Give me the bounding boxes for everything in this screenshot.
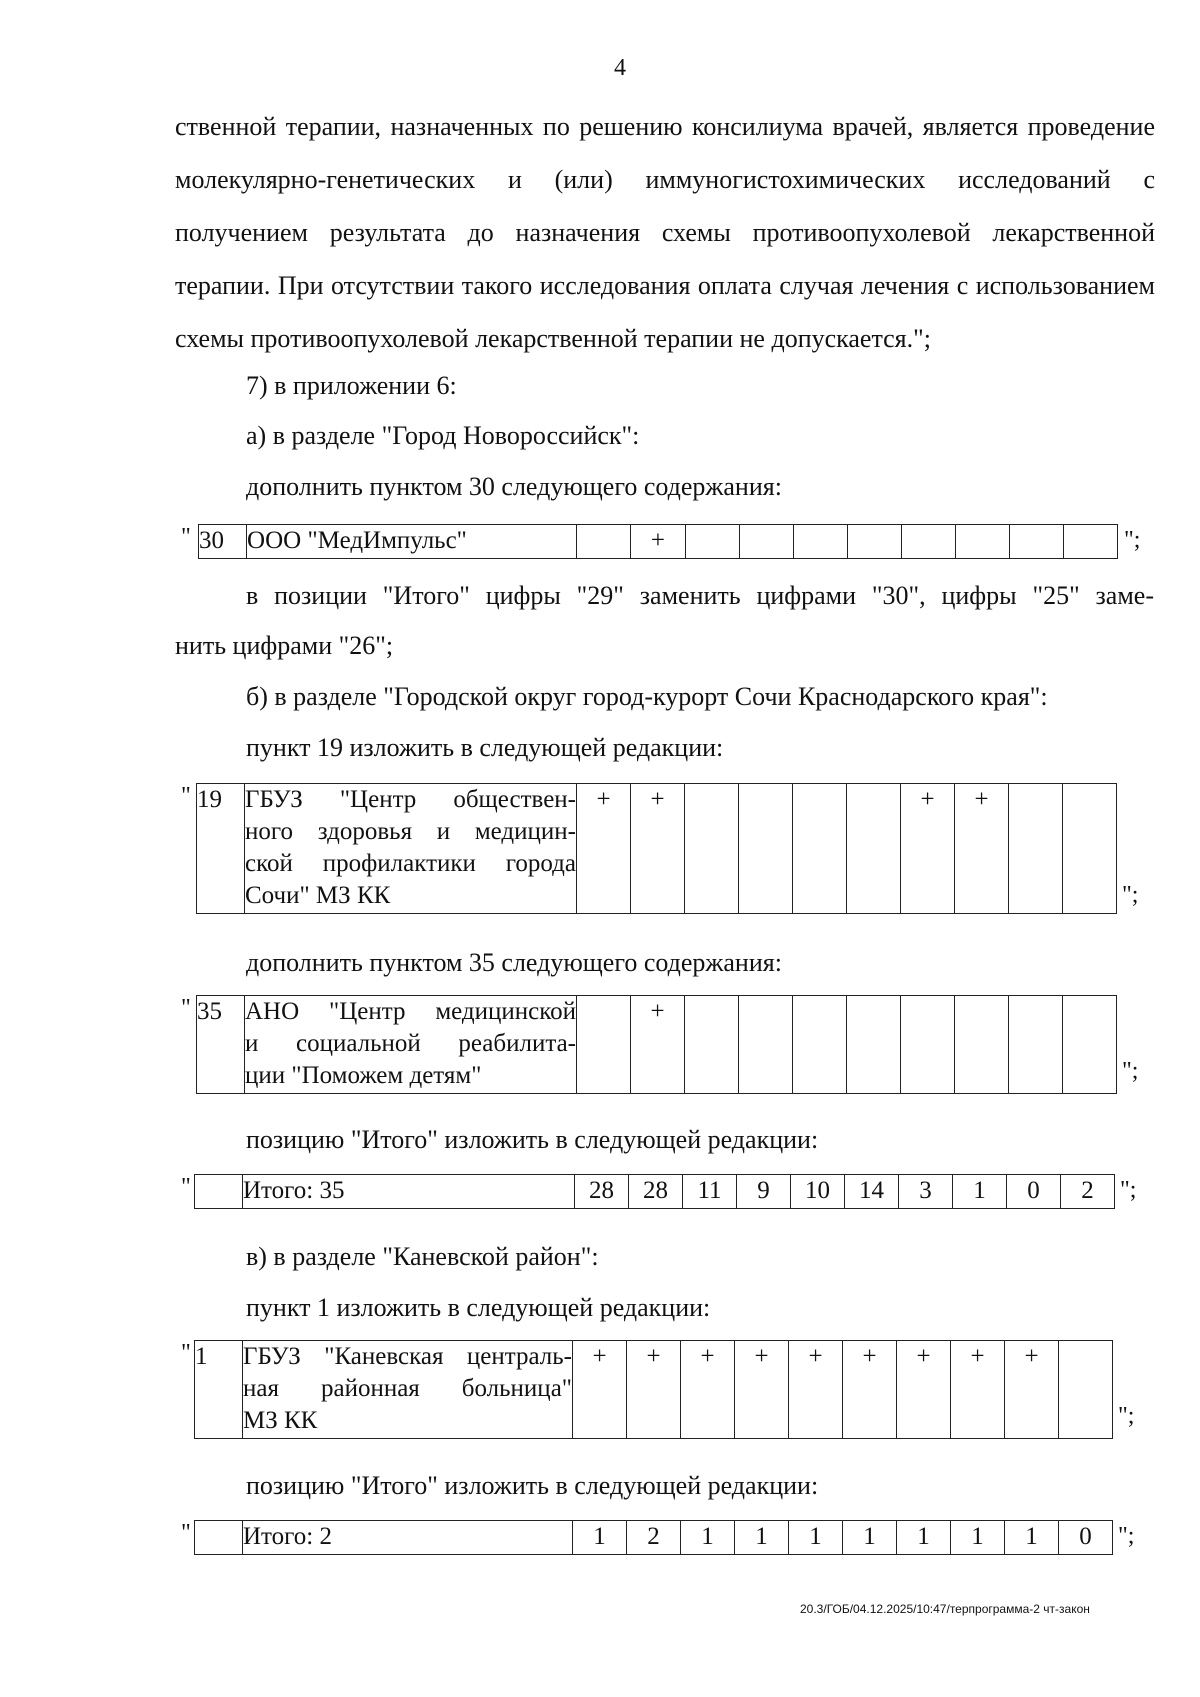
quote-close: "; xyxy=(1122,1058,1139,1084)
table-cell xyxy=(793,996,847,1094)
name-line: и социальной реабилита- xyxy=(245,1030,576,1057)
table-cell xyxy=(685,525,739,559)
table-cell: + xyxy=(1005,1341,1059,1439)
quote-open: " xyxy=(181,1520,191,1546)
organization-name xyxy=(243,1341,573,1439)
table-cell xyxy=(955,525,1009,559)
table-cell xyxy=(847,784,901,914)
table-cell xyxy=(1063,996,1117,1094)
table-cell xyxy=(739,784,793,914)
table-cell: + xyxy=(631,784,685,914)
table-cell: + xyxy=(631,996,685,1094)
intro-paragraph: ственной терапии, назначенных по решению консилиума врачей, является проведение молекулярно-генетических и (или) иммуногистохимических исследований с получением результата до назначения схемы противоопухолевой лекарственной терапии. При отсутствии такого исследования оплата случая лечения с использованием схемы противоопухолевой лекарственной терапии не допускается."; xyxy=(175,112,1155,353)
total-value: 10 xyxy=(791,1175,845,1209)
total-value: 1 xyxy=(681,1521,735,1555)
row-number xyxy=(195,1521,243,1555)
organization-name: ООО "МедИмпульс" xyxy=(247,525,577,559)
itogo-position-text: позицию "Итого" изложить в следующей редакции: xyxy=(246,1125,819,1154)
table-itogo-35 xyxy=(194,1174,1115,1209)
table-cell xyxy=(847,996,901,1094)
table-cell xyxy=(901,525,955,559)
row-number: 30 xyxy=(199,525,247,559)
row-number: 1 xyxy=(195,1341,243,1439)
name-line: ции "Поможем детям" xyxy=(245,1062,482,1089)
table-cell xyxy=(793,525,847,559)
itogo-position-text: позицию "Итого" изложить в следующей редакции: xyxy=(246,1471,819,1500)
table-row-19 xyxy=(196,783,1117,914)
table-cell: + xyxy=(735,1341,789,1439)
name-line: ГБУЗ "Каневская централь- xyxy=(243,1343,572,1370)
name-line: ской профилактики города xyxy=(245,850,576,877)
point-1-text: пункт 1 изложить в следующей редакции: xyxy=(246,1293,711,1322)
total-value: 9 xyxy=(737,1175,791,1209)
document-footer: 20.3/ГОБ/04.12.2025/10:47/терпрограмма-2 чт-закон xyxy=(800,1602,1090,1616)
organization-name xyxy=(245,996,577,1094)
name-line: ного здоровья и медицин- xyxy=(245,818,576,845)
total-value: 1 xyxy=(1005,1521,1059,1555)
table-cell xyxy=(1063,784,1117,914)
total-value: 1 xyxy=(951,1521,1005,1555)
section-v-heading: в) в разделе "Каневской район": xyxy=(246,1242,599,1271)
quote-open: " xyxy=(181,783,191,809)
table-cell xyxy=(739,525,793,559)
quote-close: "; xyxy=(1118,1403,1135,1429)
section-a-heading: а) в разделе "Город Новороссийск": xyxy=(246,421,640,450)
table-cell: + xyxy=(789,1341,843,1439)
total-value: 3 xyxy=(899,1175,953,1209)
total-value: 11 xyxy=(683,1175,737,1209)
quote-close: "; xyxy=(1124,527,1141,553)
organization-name xyxy=(245,784,577,914)
table-cell xyxy=(577,996,631,1094)
total-value: 1 xyxy=(789,1521,843,1555)
itogo-label: Итого: 2 xyxy=(243,1521,573,1555)
total-value: 0 xyxy=(1059,1521,1113,1555)
table-cell: + xyxy=(897,1341,951,1439)
row-number: 35 xyxy=(197,996,245,1094)
table-cell xyxy=(955,996,1009,1094)
total-value: 1 xyxy=(843,1521,897,1555)
itogo-change-text-cont: нить цифрами "26"; xyxy=(175,631,394,660)
total-value: 28 xyxy=(629,1175,683,1209)
table-cell xyxy=(685,996,739,1094)
table-cell xyxy=(577,525,631,559)
table-cell: + xyxy=(955,784,1009,914)
quote-open: " xyxy=(181,995,191,1021)
page-number: 4 xyxy=(614,55,626,81)
quote-close: "; xyxy=(1120,1177,1137,1203)
table-cell: + xyxy=(681,1341,735,1439)
table-row-1 xyxy=(194,1340,1113,1439)
item-7-heading: 7) в приложении 6: xyxy=(246,371,457,400)
total-value: 1 xyxy=(573,1521,627,1555)
itogo-change-text: в позиции "Итого" цифры "29" заменить цифрами "30", цифры "25" заме- xyxy=(246,581,1154,610)
table-cell: + xyxy=(631,525,685,559)
row-number: 19 xyxy=(197,784,245,914)
table-row-35 xyxy=(196,995,1117,1094)
total-value: 14 xyxy=(845,1175,899,1209)
quote-open: " xyxy=(181,1174,191,1200)
total-value: 28 xyxy=(575,1175,629,1209)
total-value: 2 xyxy=(1061,1175,1115,1209)
row-number xyxy=(195,1175,243,1209)
name-line: ГБУЗ "Центр обществен- xyxy=(245,786,576,813)
total-value: 1 xyxy=(897,1521,951,1555)
total-value: 1 xyxy=(953,1175,1007,1209)
add-point-30-text: дополнить пунктом 30 следующего содержания: xyxy=(246,472,782,501)
table-cell: + xyxy=(951,1341,1005,1439)
table-cell xyxy=(685,784,739,914)
table-cell xyxy=(1059,1341,1113,1439)
table-cell xyxy=(1009,784,1063,914)
quote-open: " xyxy=(181,524,191,550)
itogo-label: Итого: 35 xyxy=(243,1175,575,1209)
total-value: 0 xyxy=(1007,1175,1061,1209)
table-itogo-2 xyxy=(194,1520,1113,1555)
quote-close: "; xyxy=(1118,1523,1135,1549)
table-cell xyxy=(1009,996,1063,1094)
table-row-30 xyxy=(198,524,1118,559)
total-value: 2 xyxy=(627,1521,681,1555)
table-cell xyxy=(739,996,793,1094)
table-cell: + xyxy=(577,784,631,914)
point-19-text: пункт 19 изложить в следующей редакции: xyxy=(246,733,724,762)
add-point-35-text: дополнить пунктом 35 следующего содержания: xyxy=(246,948,782,977)
table-cell xyxy=(1063,525,1117,559)
section-b-heading: б) в разделе "Городской округ город-курорт Сочи Краснодарского края": xyxy=(246,682,1048,711)
table-cell: + xyxy=(573,1341,627,1439)
name-line: МЗ КК xyxy=(243,1407,318,1434)
total-value: 1 xyxy=(735,1521,789,1555)
table-cell xyxy=(901,996,955,1094)
table-cell: + xyxy=(843,1341,897,1439)
table-cell xyxy=(847,525,901,559)
name-line: Сочи" МЗ КК xyxy=(245,882,391,909)
table-cell xyxy=(793,784,847,914)
table-cell xyxy=(1009,525,1063,559)
quote-close: "; xyxy=(1122,882,1139,908)
table-cell: + xyxy=(627,1341,681,1439)
table-cell: + xyxy=(901,784,955,914)
name-line: АНО "Центр медицинской xyxy=(245,998,576,1025)
quote-open: " xyxy=(181,1340,191,1366)
name-line: ная районная больница" xyxy=(243,1375,572,1402)
